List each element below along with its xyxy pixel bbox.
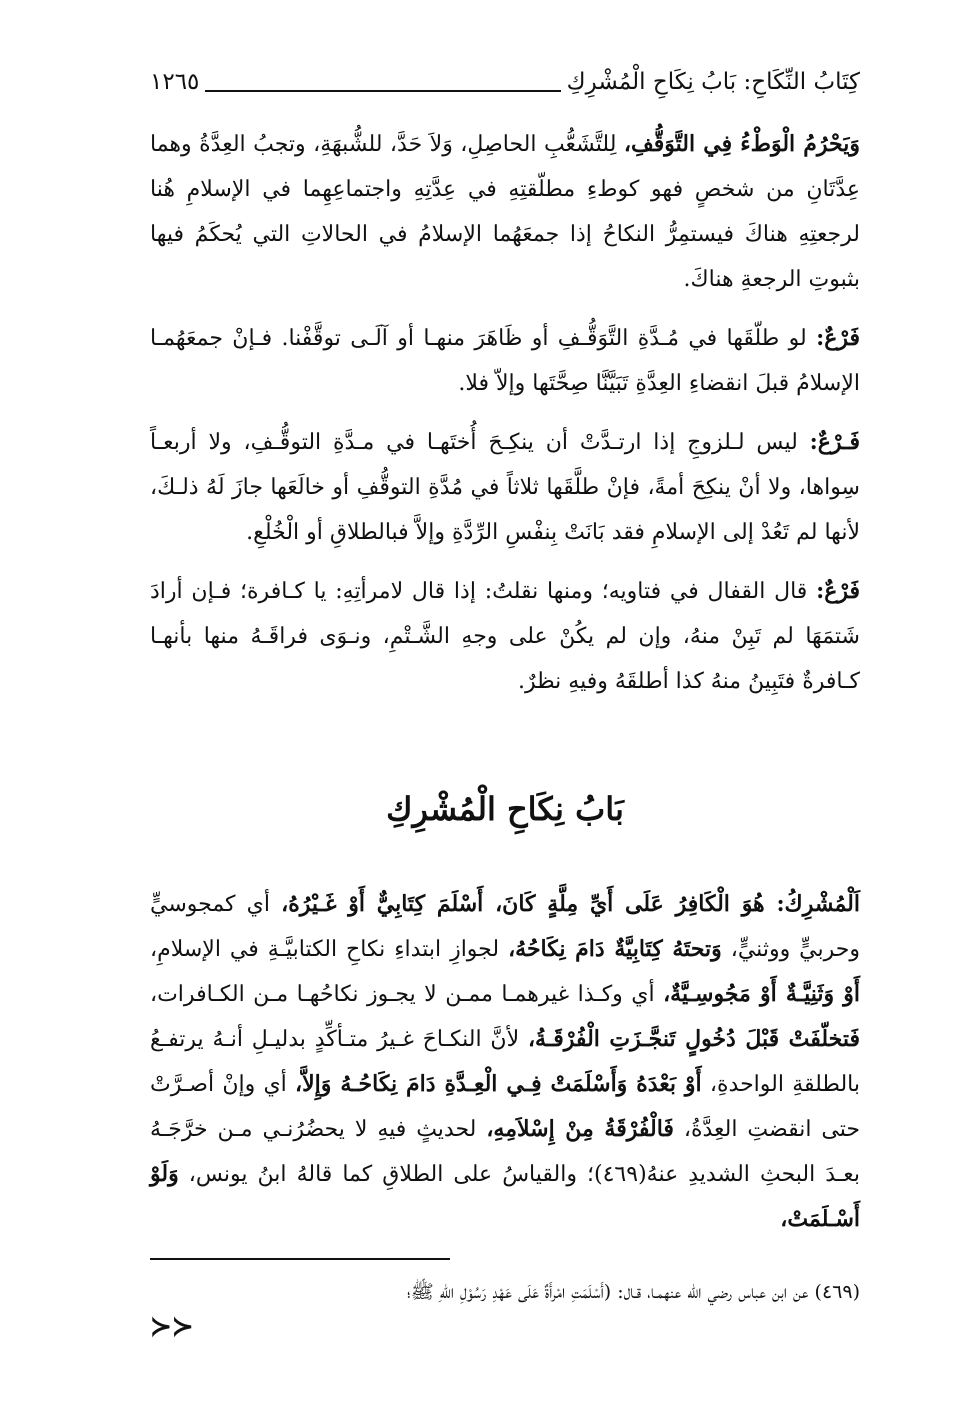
sharh-3: أي وكـذا غيرهمـا ممـن لا يجـوز نكاحُهـا مـن الكـافرات،: [150, 982, 664, 1007]
paragraph-4-text: قال القفال في فتاويه؛ ومنها نقلتُ: إذا قال لامرأتِهِ: يا كـافرة؛ فـإن أرادَ شَتمَهَا لم تَبِنْ منهُ، وإن لم يكُنْ على وجهِ الشَّـتْمِ، ونـوَى فراقَـهُ منها بأنهـا كـافرةٌ فتَبِينُ منهُ كذا أطلقَهُ وفيهِ نظرٌ.: [150, 579, 860, 694]
paragraph-1-text: لِلتَّشَعُّبِ الحاصِلِ، وَلاَ حَدَّ، للشُّبهَةِ، وتجبُ العِدَّةُ وهما عِدَّتَانِ من شخصٍ فهو كوطءِ مطلّقتِهِ في عِدَّتِهِ واجتماعِهِما في الإسلامِ هُنا لرجعتِهِ هناكَ فيستمِرُّ النكاحُ إذا جمعَهُما الإسلامُ في الحالاتِ التي يُحكَمُ فيها بثبوتِ الرجعةِ هناكَ.: [150, 132, 860, 292]
paragraph-2-text: لو طلّقَها في مُـدَّةِ التَّوَقُّـفِ أو ظَاهَرَ منهـا أو آلَـى توقَّفْنا. فـإنْ جمعَهُمـا الإسلامُ قبلَ انقضاءِ العِدَّةِ تَبَيَّنَّا صِحَّتَها وإلاّ فلا.: [150, 326, 860, 396]
matn-1: اَلْمُشْرِكُ: هُوَ الْكَافِرُ عَلَى أَيِّ مِلَّةٍ كَانَ، أَسْلَمَ كِتَابِيٌّ أَوْ غَـيْرُهُ،: [281, 891, 860, 917]
body-text-top: [150, 122, 860, 718]
sharh-4: لأنَّ النكـاحَ غـيرُ متـأكِّدٍ بدليـلِ أنـهُ يرتفـعُ بالطلقةِ الواحدةِ،: [150, 1027, 860, 1097]
paragraph-4-lead: فَرْعٌ:: [816, 578, 860, 604]
matn-5: أَوْ بَعْدَهُ وَأَسْلَمَتْ فِـي الْعِـدَّةِ دَامَ نِكَاحُـهُ وَإِلاَّ،: [295, 1071, 702, 1097]
section-paragraph: [150, 882, 860, 1242]
paragraph-2: [150, 316, 860, 406]
matn-2: وَتحتَهُ كِتَابِيَّةٌ دَامَ نِكَاحُهُ،: [508, 936, 722, 962]
paragraph-4: [150, 569, 860, 704]
section-title: بَابُ نِكَاحِ الْمُشْرِكِ: [386, 790, 624, 828]
matn-6: فَالْفُرْقَةُ مِنْ إِسْلاَمِهِ،: [486, 1116, 674, 1142]
matn-3: أَوْ وَثَنِيَّـةٌ أَوْ مَجُوسِـيَّةٌ،: [663, 981, 860, 1007]
matn-4: فَتخلّفَتْ قَبْلَ دُخُولٍ تَنجَّـزَتِ الْفُرْقَـةُ،: [527, 1026, 860, 1052]
page-number: ١٢٦٥: [150, 69, 200, 95]
body-text-section: [150, 882, 860, 1256]
paragraph-3: [150, 420, 860, 555]
sharh-6: لحديثٍ فيهِ لا يحضُرُنـي مـن خرَّجَـهُ بعـدَ البحثِ الشديدِ عنهُ(٤٦٩)؛ والقياسُ على الطلاقِ كما قالهُ ابنُ يونس،: [150, 1117, 860, 1187]
paragraph-3-text: ليس لـلزوجِ إذا ارتـدَّتْ أن ينكِـحَ أُختَهـا في مـدَّةِ التوقُّـفِ، ولا أربعـاً سِواها، ولا أنْ ينكِحَ أمةً، فإنْ طلَّقَها ثلاثاً في مُدَّةِ التوقُّفِ أو خالَعَها جازَ لَهُ ذلـكَ، لأنها لم تَعُدْ إلى الإسلامِ فقد بَانَتْ بِنفْسِ الرِّدَّةِ وإلاَّ فبالطلاقِ أو الْخُلْعِ.: [150, 430, 860, 545]
footnote-text: عن ابن عباس رضي الله عنهمـا، قـال: (أَسْلَمَتِ امْرأَةٌ عَلَى عَهْدِ رَسُوْلِ اللهِ ﷺ؛: [406, 1281, 815, 1303]
footnote-number: (٤٦٩): [814, 1281, 860, 1303]
continuation-marker: ≺≺: [150, 1312, 194, 1342]
paragraph-1: [150, 122, 860, 302]
sharh-1: أي كمجوسيٍّ وحربيٍّ ووثنيٍّ،: [150, 892, 860, 962]
paragraph-3-lead: فَـرْعٌ:: [809, 429, 860, 455]
document-page: [150, 60, 860, 1380]
paragraph-1-lead: وَيَحْرُمُ الْوَطْءُ فِي التَّوَقُّفِ،: [623, 131, 860, 157]
running-header: [150, 60, 860, 104]
paragraph-2-lead: فَرْعٌ:: [816, 325, 860, 351]
footnote-separator: [150, 1258, 450, 1260]
sharh-5: أي وإنْ أصـرَّتْ حتى انقضتِ العِدَّةُ،: [150, 1072, 860, 1142]
matn-7: وَلَوْ أَسْـلَمَتْ،: [150, 1161, 860, 1232]
header-rule: [205, 72, 560, 92]
sharh-2: لجوازِ ابتداءِ نكاحِ الكتابيَّـةِ في الإسلامِ،: [150, 937, 509, 962]
footnote: [150, 1274, 860, 1310]
header-title: كِتَابُ النِّكَاحِ: بَابُ نِكَاحِ الْمُشْرِكِ: [566, 69, 860, 95]
